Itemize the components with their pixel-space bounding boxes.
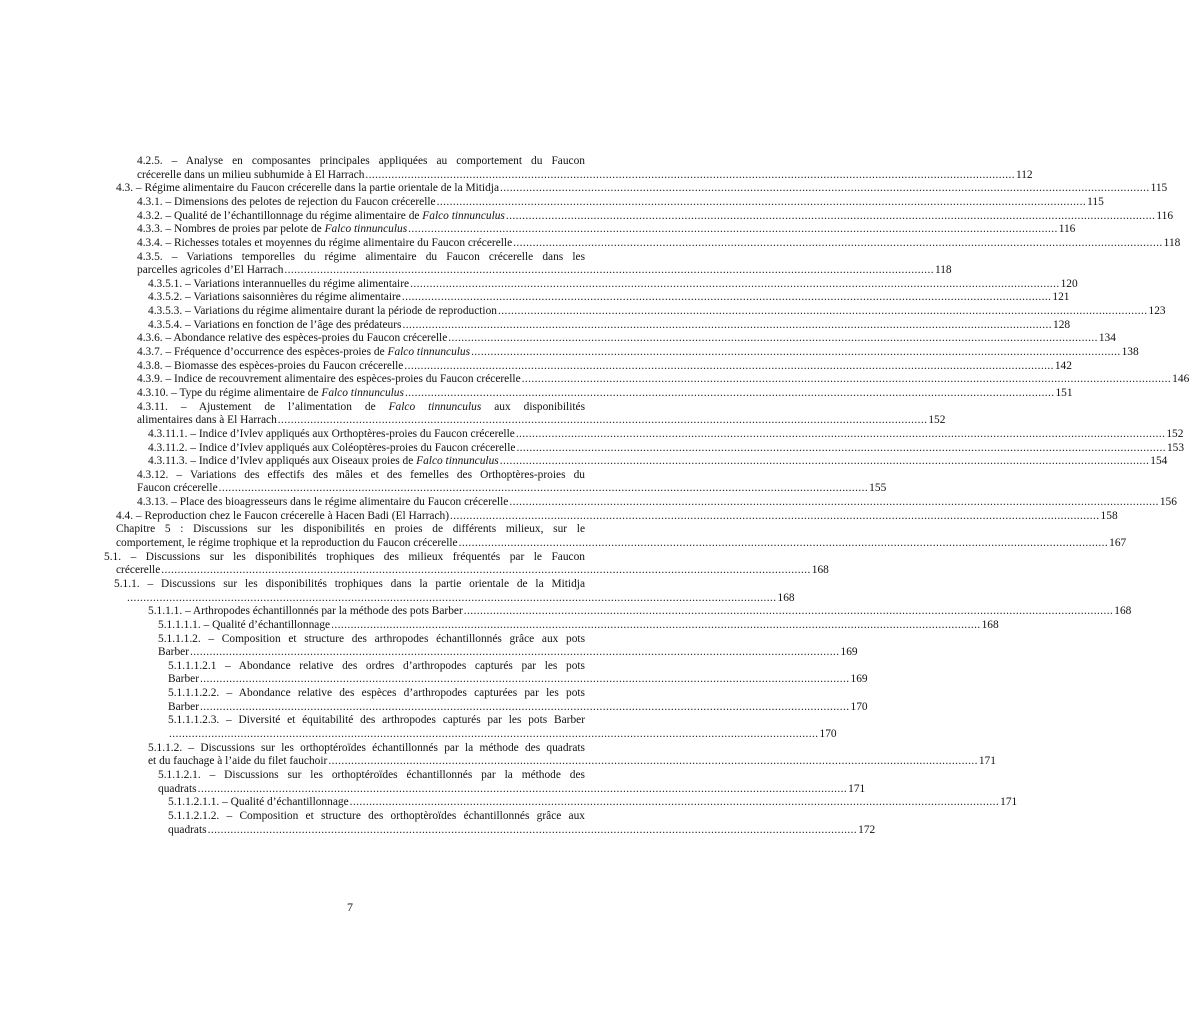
- dot-leader: ........................................................................................................................................................................................................: [349, 796, 1000, 809]
- dot-leader: ........................................................................................................................................................................................................: [190, 646, 840, 659]
- entry-title: alimentaires dans à El Harrach: [137, 414, 277, 427]
- entry-page-number: 168: [777, 591, 795, 604]
- entry-title: 4.3.9. – Indice de recouvrement alimentaire des espèces-proies du Faucon crécerelle: [137, 373, 521, 386]
- entry-page-number: 168: [811, 564, 829, 577]
- entry-line: 5.1.1.1.2.3. – Diversité et équitabilité des arthropodes capturés par les pots Barber: [168, 714, 585, 727]
- entry-line: 4.2.5. – Analyse en composantes principales appliquées au comportement du Faucon: [137, 155, 585, 167]
- entry-page-number: 153: [1166, 441, 1185, 454]
- entry-line: 5.1. – Discussions sur les disponibilités trophiques des milieux fréquentés par le Faucon: [104, 550, 585, 563]
- toc-entry[interactable]: [116, 523, 1127, 550]
- dot-leader: ........................................................................................................................................................................................................: [207, 823, 858, 836]
- dot-leader: ........................................................................................................................................................................................................: [515, 427, 1166, 440]
- toc-entry[interactable]: [168, 809, 876, 837]
- entry-title: et du fauchage à l’aide du filet fauchoir: [148, 755, 328, 768]
- species-name: Falco tinnunculus: [324, 223, 408, 236]
- entry-page-number: 120: [1060, 277, 1078, 290]
- toc-entry[interactable]: [137, 468, 887, 496]
- entry-text: 4.3.10. – Type du régime alimentaire de: [137, 386, 322, 399]
- entry-title: 4.3.5.4. – Variations en fonction de l’âge des prédateurs: [148, 318, 402, 331]
- entry-page-number: 155: [869, 482, 887, 495]
- entry-text: 4.3.3. – Nombres de proies par pelote de: [137, 223, 325, 236]
- species-name: Falco tinnunculus: [416, 455, 499, 468]
- toc-entry[interactable]: [158, 618, 999, 633]
- entry-line: 5.1.1.1.2. – Composition et structure des arthropodes échantillonnés grâce aux pots: [158, 632, 585, 645]
- entry-page-number: 171: [848, 782, 866, 795]
- entry-title: 4.3.1. – Dimensions des pelotes de rejection du Faucon crécerelle: [137, 195, 436, 208]
- entry-page-number: 156: [1159, 496, 1177, 509]
- entry-title: [148, 455, 499, 469]
- toc-entry[interactable]: [137, 359, 1072, 374]
- entry-title: 4.3.11.2. – Indice d’Ivlev appliqués aux Coléoptères-proies du Faucon crécerelle: [148, 441, 516, 454]
- toc-entry[interactable]: [148, 455, 1168, 469]
- entry-page-number: 138: [1121, 346, 1139, 358]
- dot-leader: ........................................................................................................................................................................................................: [402, 318, 1053, 331]
- toc-entry[interactable]: [148, 427, 1184, 442]
- toc-entry[interactable]: [137, 400, 946, 428]
- entry-page-number: 118: [1163, 236, 1181, 249]
- entry-title: 4.3.5.1. – Variations interannuelles du régime alimentaire: [148, 277, 410, 290]
- toc-entry[interactable]: [148, 441, 1185, 456]
- entry-title: 4.3.8. – Biomasse des espèces-proies du Faucon crécerelle: [137, 359, 404, 372]
- entry-title: 4.4. – Reproduction chez le Faucon crécerelle à Hacen Badi (El Harrach): [116, 509, 450, 522]
- entry-title: 4.3.6. – Abondance relative des espèces-proies du Faucon crécerelle: [137, 332, 448, 345]
- entry-page-number: 171: [978, 755, 996, 768]
- toc-entry[interactable]: [148, 741, 996, 769]
- entry-page-number: 112: [1015, 168, 1033, 181]
- entry-page-number: 146: [1172, 373, 1189, 386]
- toc-entry[interactable]: [137, 496, 1177, 510]
- entry-line: [137, 401, 585, 415]
- entry-text: 4.3.2. – Qualité de l’échantillonnage du régime alimentaire de: [137, 209, 423, 222]
- dot-leader: ........................................................................................................................................................................................................: [218, 482, 869, 495]
- dot-leader: ........................................................................................................................................................................................................: [458, 537, 1109, 550]
- dot-leader: ........................................................................................................................................................................................................: [404, 386, 1055, 399]
- dot-leader: ........................................................................................................................................................................................................: [450, 509, 1100, 522]
- dot-leader: ........................................................................................................................................................................................................: [169, 728, 819, 741]
- dot-leader: ........................................................................................................................................................................................................: [277, 414, 928, 427]
- entry-page-number: 154: [1150, 455, 1168, 468]
- entry-page-number: 170: [819, 728, 837, 741]
- entry-title: 4.3.4. – Richesses totales et moyennes du régime alimentaire du Faucon crécerelle: [137, 236, 513, 249]
- species-name: Falco tinnunculus: [422, 209, 505, 222]
- dot-leader: ........................................................................................................................................................................................................: [516, 441, 1166, 454]
- entry-page-number: 152: [1166, 427, 1184, 440]
- entry-text: 4.3.11. – Ajustement de l’alimentation de: [137, 400, 389, 413]
- entry-title: [137, 210, 505, 224]
- entry-title: 4.3.5.3. – Variations du régime alimentaire durant la période de reproduction: [148, 305, 497, 318]
- entry-line: 5.1.1.2.1.2. – Composition et structure des orthoptèroïdes échantillonnés grâce aux: [168, 809, 585, 822]
- dot-leader: ........................................................................................................................................................................................................: [471, 346, 1121, 358]
- dot-leader: ........................................................................................................................................................................................................: [328, 755, 978, 768]
- page-number: 7: [347, 900, 353, 914]
- entry-title: crécerelle dans un milieu subhumide à El Harrach: [137, 168, 365, 181]
- entry-page-number: 115: [1087, 195, 1104, 208]
- dot-leader: ........................................................................................................................................................................................................: [499, 455, 1150, 468]
- entry-title: quadrats: [168, 823, 207, 836]
- toc-entry[interactable]: [137, 155, 1033, 182]
- entry-page-number: 158: [1100, 509, 1118, 522]
- toc-entry[interactable]: [168, 714, 837, 741]
- species-name: Falco tinnunculus: [321, 386, 404, 399]
- entry-page-number: 169: [850, 673, 868, 686]
- toc-entry[interactable]: [137, 236, 1181, 251]
- entry-page-number: 115: [1150, 182, 1168, 195]
- entry-title: quadrats: [158, 782, 197, 795]
- dot-leader: ........................................................................................................................................................................................................: [197, 782, 848, 795]
- dot-leader: ........................................................................................................................................................................................................: [513, 236, 1163, 249]
- entry-page-number: 170: [850, 700, 868, 713]
- entry-title: 5.1.1.1. – Arthropodes échantillonnés par la méthode des pots Barber: [148, 605, 463, 618]
- toc-entry[interactable]: [137, 332, 1116, 346]
- entry-line: 5.1.1. – Discussions sur les disponibilités trophiques dans la partie orientale de la Mitidja: [114, 577, 585, 590]
- toc-entry[interactable]: [137, 346, 1139, 360]
- toc-entry[interactable]: [168, 687, 868, 714]
- toc-entry[interactable]: [148, 305, 1166, 319]
- entry-page-number: 169: [840, 646, 858, 659]
- entry-text: aux disponibilités: [481, 400, 586, 413]
- toc-entry[interactable]: [104, 550, 829, 578]
- dot-leader: ........................................................................................................................................................................................................: [521, 373, 1172, 386]
- species-name: Falco tinnunculus: [387, 346, 471, 358]
- entry-line: 5.1.1.2.1. – Discussions sur les orthoptéroïdes échantillonnés par la méthode des: [158, 769, 585, 782]
- entry-page-number: 142: [1054, 359, 1072, 372]
- entry-page-number: 121: [1052, 291, 1070, 304]
- dot-leader: ........................................................................................................................................................................................................: [505, 209, 1156, 222]
- entry-line: 5.1.1.1.2.2. – Abondance relative des espèces d’arthropodes capturées par les pots: [168, 687, 585, 700]
- toc-entry[interactable]: [158, 632, 858, 660]
- entry-page-number: 167: [1109, 537, 1127, 550]
- entry-page-number: 118: [934, 264, 952, 277]
- species-name: Falco tinnunculus: [388, 400, 482, 413]
- toc-entry[interactable]: [114, 577, 795, 605]
- entry-page-number: 168: [981, 618, 999, 631]
- dot-leader: ........................................................................................................................................................................................................: [401, 291, 1052, 304]
- entry-text: 4.3.7. – Fréquence d’occurrence des espèces-proies de: [137, 346, 388, 358]
- toc-entry[interactable]: [148, 605, 1132, 619]
- entry-title: Barber: [168, 673, 199, 686]
- dot-leader: ........................................................................................................................................................................................................: [200, 673, 850, 686]
- entry-line: Chapitre 5 : Discussions sur les disponibilités en proies de différents milieux, sur le: [116, 523, 585, 536]
- entry-title: Faucon crécerelle: [137, 482, 218, 495]
- dot-leader: ........................................................................................................................................................................................................: [463, 605, 1114, 618]
- entry-title: Barber: [168, 700, 199, 713]
- entry-title: [137, 223, 407, 237]
- entry-page-number: 151: [1055, 386, 1073, 399]
- entry-page-number: 116: [1058, 223, 1076, 236]
- toc-entry[interactable]: [137, 223, 1076, 237]
- dot-leader: ........................................................................................................................................................................................................: [500, 182, 1150, 195]
- entry-text: 4.3.11.3. – Indice d’Ivlev appliqués aux Oiseaux proies de: [148, 455, 417, 468]
- toc-entry[interactable]: [137, 386, 1073, 401]
- entry-line: 4.3.5. – Variations temporelles du régime alimentaire du Faucon crécerelle dans les: [137, 250, 585, 263]
- entry-title: parcelles agricoles d’El Harrach: [137, 264, 284, 277]
- table-of-contents: [0, 155, 1189, 837]
- entry-line: 5.1.1.1.2.1 – Abondance relative des ordres d’arthropodes capturés par les pots: [168, 659, 585, 672]
- dot-leader: ........................................................................................................................................................................................................: [448, 332, 1098, 345]
- dot-leader: ........................................................................................................................................................................................................: [408, 223, 1058, 236]
- entry-title: Barber: [158, 646, 189, 659]
- dot-leader: ........................................................................................................................................................................................................: [161, 564, 811, 577]
- entry-title: crécerelle: [116, 564, 161, 577]
- entry-title: 4.3.11.1. – Indice d’Ivlev appliqués aux Orthoptères-proies du Faucon crécerelle: [148, 427, 515, 440]
- entry-title: [137, 387, 404, 401]
- entry-title: 5.1.1.1.1. – Qualité d’échantillonnage: [158, 618, 331, 631]
- entry-title: comportement, le régime trophique et la reproduction du Faucon crécerelle: [116, 537, 458, 550]
- dot-leader: ........................................................................................................................................................................................................: [284, 264, 934, 277]
- dot-leader: ........................................................................................................................................................................................................: [404, 359, 1054, 372]
- entry-title: 5.1.1.2.1.1. – Qualité d’échantillonnage: [168, 796, 349, 809]
- toc-entry[interactable]: [116, 509, 1118, 524]
- entry-page-number: 171: [1000, 796, 1018, 809]
- entry-title: 4.3.5.2. – Variations saisonnières du régime alimentaire: [148, 291, 401, 304]
- dot-leader: ........................................................................................................................................................................................................: [436, 195, 1087, 208]
- toc-entry[interactable]: [137, 195, 1104, 210]
- entry-title: 4.3.13. – Place des bioagresseurs dans le régime alimentaire du Faucon crécerelle: [137, 496, 509, 509]
- entry-line: 5.1.1.2. – Discussions sur les orthoptéroïdes échantillonnés par la méthode des quadrats: [148, 741, 585, 754]
- entry-page-number: 168: [1114, 605, 1132, 618]
- toc-entry[interactable]: [116, 182, 1168, 196]
- entry-page-number: 152: [928, 414, 946, 427]
- toc-entry[interactable]: [148, 318, 1071, 333]
- dot-leader: ........................................................................................................................................................................................................: [498, 305, 1148, 318]
- dot-leader: ........................................................................................................................................................................................................: [200, 700, 850, 713]
- toc-entry[interactable]: [137, 373, 1189, 387]
- toc-entry[interactable]: [137, 250, 952, 278]
- dot-leader: ........................................................................................................................................................................................................: [365, 168, 1015, 181]
- toc-entry[interactable]: [148, 291, 1070, 305]
- toc-entry[interactable]: [137, 209, 1174, 224]
- entry-title: [137, 346, 470, 360]
- entry-page-number: 128: [1053, 318, 1071, 331]
- toc-entry[interactable]: [158, 769, 866, 796]
- toc-entry[interactable]: [148, 277, 1078, 292]
- dot-leader: ........................................................................................................................................................................................................: [410, 277, 1060, 290]
- entry-title: 4.3. – Régime alimentaire du Faucon crécerelle dans la partie orientale de la Mitidja: [116, 182, 500, 195]
- dot-leader: ........................................................................................................................................................................................................: [331, 618, 981, 631]
- entry-page-number: 123: [1148, 305, 1166, 318]
- entry-page-number: 116: [1156, 209, 1174, 222]
- toc-entry[interactable]: [168, 796, 1018, 810]
- entry-page-number: 134: [1098, 332, 1116, 345]
- dot-leader: ........................................................................................................................................................................................................: [509, 496, 1159, 509]
- entry-line: 4.3.12. – Variations des effectifs des mâles et des femelles des Orthoptères-proies du: [137, 468, 585, 481]
- entry-page-number: 172: [858, 823, 876, 836]
- toc-entry[interactable]: [168, 659, 868, 687]
- dot-leader: ........................................................................................................................................................................................................: [127, 591, 777, 604]
